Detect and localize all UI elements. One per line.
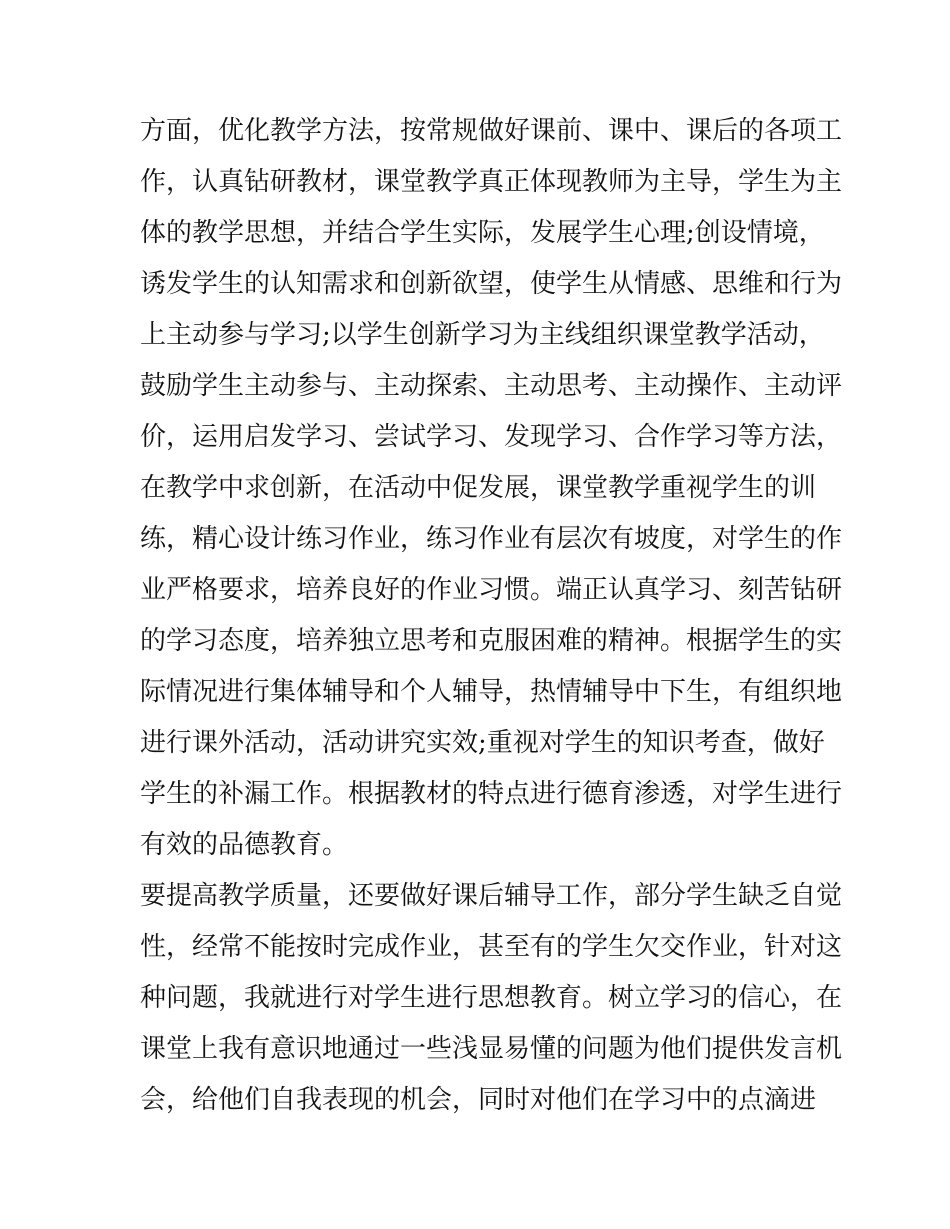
text-line: 诱发学生的认知需求和创新欲望，使学生从情感、思维和行为 [140,269,843,299]
text-line: 有效的品德教育。 [140,830,349,860]
text-line: 际情况进行集体辅导和个人辅导，热情辅导中下生，有组织地 [140,677,843,707]
text-line: 的学习态度，培养独立思考和克服困难的精神。根据学生的实 [140,626,843,656]
text-line: 进行课外活动，活动讲究实效;重视对学生的知识考查，做好 [140,728,825,758]
text-line: 要提高教学质量，还要做好课后辅导工作，部分学生缺乏自觉 [140,881,843,911]
text-line: 性，经常不能按时完成作业，甚至有的学生欠交作业，针对这 [140,932,843,962]
text-line: 学生的补漏工作。根据教材的特点进行德育渗透，对学生进行 [140,779,843,809]
text-line: 价，运用启发学习、尝试学习、发现学习、合作学习等方法， [140,422,843,452]
text-line: 作，认真钻研教材，课堂教学真正体现教师为主导，学生为主 [140,167,843,197]
text-line: 体的教学思想，并结合学生实际，发展学生心理;创设情境， [140,218,825,248]
text-line: 在教学中求创新，在活动中促发展，课堂教学重视学生的训 [140,473,817,503]
text-line: 课堂上我有意识地通过一些浅显易懂的问题为他们提供发言机 [140,1034,843,1064]
text-line: 方面，优化教学方法，按常规做好课前、课中、课后的各项工 [140,116,843,146]
text-line: 鼓励学生主动参与、主动探索、主动思考、主动操作、主动评 [140,371,843,401]
text-line: 上主动参与学习;以学生创新学习为主线组织课堂教学活动， [140,320,825,350]
body-text [140,106,843,1126]
text-line: 练，精心设计练习作业，练习作业有层次有坡度，对学生的作 [140,524,843,554]
text-line: 业严格要求，培养良好的作业习惯。端正认真学习、刻苦钻研 [140,575,843,605]
text-line: 会，给他们自我表现的机会，同时对他们在学习中的点滴进 [140,1085,817,1115]
text-line: 种问题，我就进行对学生进行思想教育。树立学习的信心，在 [140,983,843,1013]
